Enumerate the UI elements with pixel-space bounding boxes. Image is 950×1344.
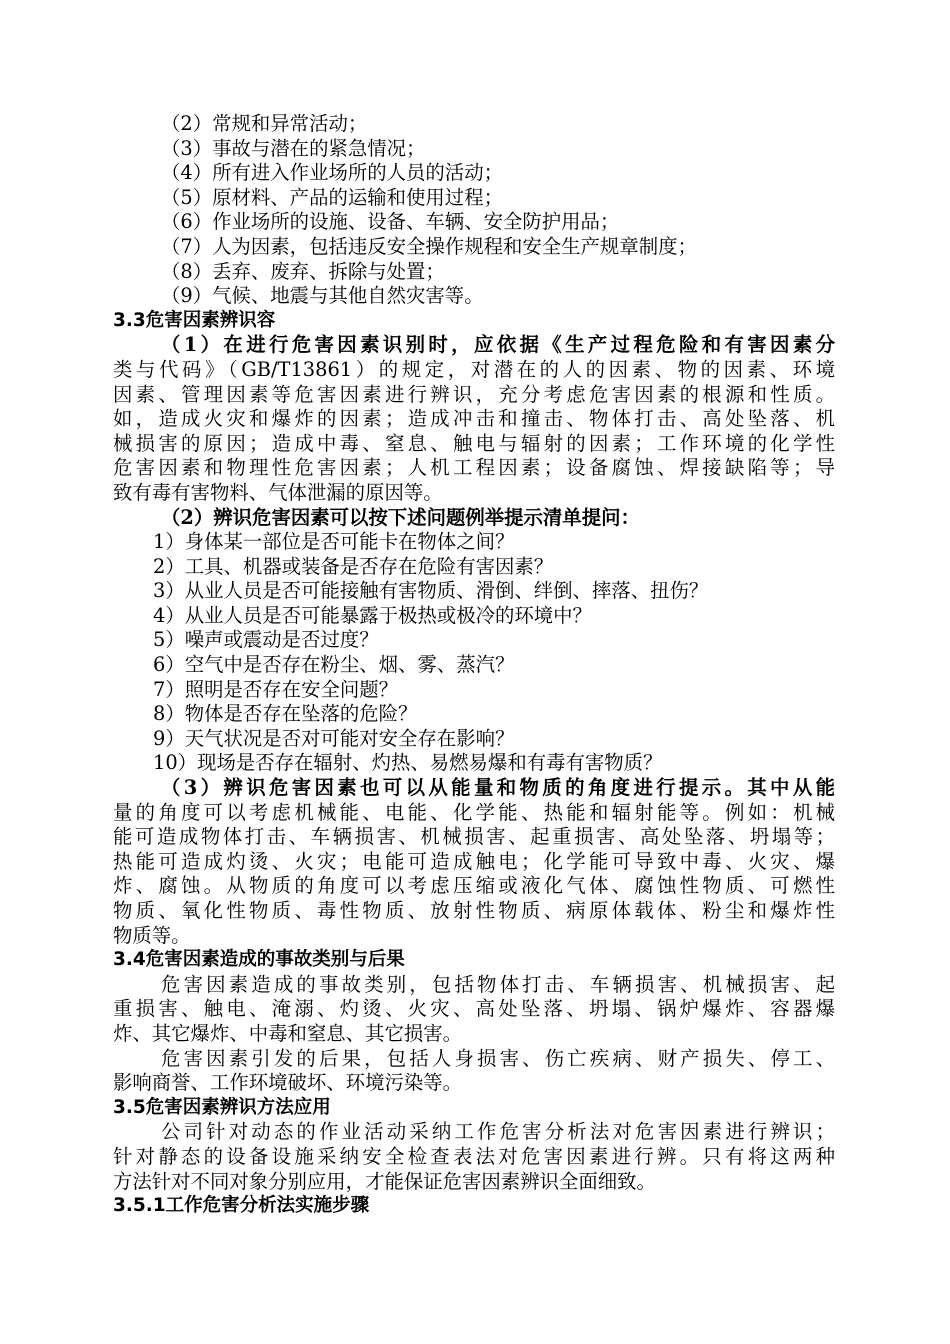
- list-item: （6）作业场所的设施、设备、车辆、安全防护用品；: [161, 210, 620, 234]
- list-item: （9）气候、地震与其他自然灾害等。: [161, 284, 484, 308]
- list-item: 6）空气中是否存在粉尘、烟、雾、蒸汽？: [153, 653, 515, 677]
- paragraph-line: 重损害、触电、淹溺、灼烫、火灾、高处坠落、坍塌、锅炉爆炸、容器爆: [113, 997, 835, 1021]
- list-item: 5）噪声或震动是否过度？: [153, 628, 379, 652]
- document-page: [113, 112, 835, 1219]
- paragraph-line: （3）辨识危害因素也可以从能量和物质的角度进行提示。其中从能: [161, 776, 835, 800]
- list-item: （7）人为因素，包括违反安全操作规程和安全生产规章制度；: [161, 234, 697, 258]
- paragraph-line: 物质、氧化性物质、毒性物质、放射性物质、病原体载体、粉尘和爆炸性: [113, 899, 835, 922]
- section-heading: 3.4危害因素造成的事故类别与后果: [113, 949, 405, 971]
- paragraph: [113, 1120, 835, 1194]
- paragraph-line: 类与代码》（GB/T13861）的规定，对潜在的人的因素、物的因素、环境: [113, 357, 835, 381]
- list-item: 7）照明是否存在安全问题？: [153, 677, 399, 701]
- section-heading: 3.3危害因素辨识容: [113, 309, 276, 331]
- paragraph-line: 物质等。: [113, 923, 191, 947]
- paragraph-line: 致有毒有害物料、气体泄漏的原因等。: [113, 480, 443, 504]
- paragraph: [113, 333, 835, 505]
- paragraph-line: 因素、管理因素等危害因素进行辨识，充分考虑危害因素的根源和性质。: [113, 382, 835, 406]
- paragraph: [113, 1047, 835, 1096]
- paragraph-line: 危害因素引发的后果，包括人身损害、伤亡疾病、财产损失、停工、: [161, 1046, 835, 1070]
- paragraph-line: （2）辨识危害因素可以按下述问题例举提示清单提问：: [161, 505, 640, 529]
- paragraph-line: （1）在进行危害因素识别时，应依据《生产过程危险和有害因素分: [161, 333, 835, 357]
- paragraph-line: 炸、其它爆炸、中毒和窒息、其它损害。: [113, 1021, 463, 1045]
- list-item: 3）从业人员是否可能接触有害物质、滑倒、绊倒、摔落、扭伤？: [153, 579, 709, 603]
- paragraph-line: 公司针对动态的作业活动采纳工作危害分析法对危害因素进行辨识；: [161, 1120, 835, 1144]
- list-item: （4）所有进入作业场所的人员的活动；: [161, 161, 503, 185]
- list-item: （3）事故与潜在的紧急情况；: [161, 136, 426, 160]
- list-item: 4）从业人员是否可能暴露于极热或极冷的环境中？: [153, 603, 592, 627]
- list-item: 8）物体是否存在坠落的危险？: [153, 702, 418, 726]
- question-list: [113, 530, 835, 776]
- paragraph-line: 方法针对不同对象分别应用，才能保证危害因素辨识全面细致。: [113, 1169, 656, 1193]
- paragraph-line: 影响商誉、工作环境破坏、环境污染等。: [113, 1071, 463, 1095]
- paragraph-line: 械损害的原因；造成中毒、窒息、触电与辐射的因素；工作环境的化学性: [113, 431, 835, 455]
- list-item: （2）常规和异常活动；: [161, 112, 368, 135]
- paragraph-line: 危害因素造成的事故类别，包括物体打击、车辆损害、机械损害、起: [161, 972, 835, 996]
- paragraph: [113, 973, 835, 1047]
- list-item: （5）原材料、产品的运输和使用过程；: [161, 185, 503, 209]
- subsection-heading: 3.5.1工作危害分析法实施步骤: [113, 1195, 370, 1217]
- paragraph-line: 热能可造成灼烫、火灾；电能可造成触电；化学能可导致中毒、火灾、爆: [113, 849, 835, 873]
- paragraph: [113, 776, 835, 948]
- paragraph-line: 如，造成火灾和爆炸的因素；造成冲击和撞击、物体打击、高处坠落、机: [113, 407, 835, 431]
- list-item: 10）现场是否存在辐射、灼热、易燃易爆和有毒有害物质？: [153, 751, 663, 775]
- section-heading: 3.5危害因素辨识方法应用: [113, 1096, 331, 1118]
- paragraph-line: 量的角度可以考虑机械能、电能、化学能、热能和辐射能等。例如：机械: [113, 800, 835, 824]
- list-item: 1）身体某一部位是否可能卡在物体之间？: [153, 530, 515, 554]
- paragraph-line: 针对静态的设备设施采纳安全检查表法对危害因素进行辨。只有将这两种: [113, 1144, 835, 1168]
- item-list: [113, 112, 835, 309]
- paragraph-line: 危害因素和物理性危害因素；人机工程因素；设备腐蚀、焊接缺陷等；导: [113, 456, 835, 480]
- paragraph-line: 炸、腐蚀。从物质的角度可以考虑压缩或液化气体、腐蚀性物质、可燃性: [113, 874, 835, 898]
- list-item: （8）丢弃、废弃、拆除与处置；: [161, 259, 445, 283]
- list-item: 2）工具、机器或装备是否存在危险有害因素？: [153, 554, 554, 578]
- list-item: 9）天气状况是否对可能对安全存在影响？: [153, 726, 515, 750]
- paragraph-line: 能可造成物体打击、车辆损害、机械损害、起重损害、高处坠落、坍塌等；: [113, 825, 835, 849]
